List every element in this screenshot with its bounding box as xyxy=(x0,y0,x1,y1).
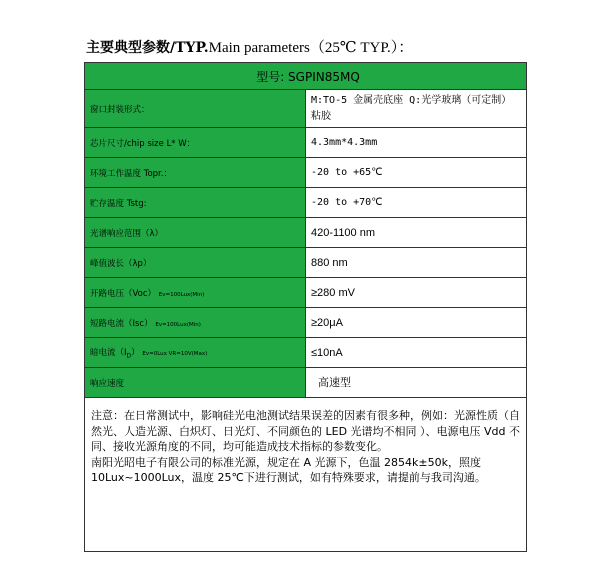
row-value: ≤10nA xyxy=(306,338,527,368)
row-label xyxy=(85,278,306,308)
notes-box xyxy=(84,397,527,552)
row-value: 880 nm xyxy=(306,248,527,278)
row-value: -20 to +65℃ xyxy=(306,158,527,188)
label-condition: Ev=0Lux VR=10V(Max) xyxy=(142,350,208,357)
parameters-table xyxy=(84,62,527,398)
table-row xyxy=(85,308,527,338)
label-main: 短路电流（Isc） xyxy=(90,318,153,329)
table-row xyxy=(85,158,527,188)
row-value: M:TO-5 金属壳底座 Q:光学玻璃（可定制） 粘胶 xyxy=(306,90,527,128)
table-title: 型号: SGPIN85MQ xyxy=(85,63,527,90)
table-row xyxy=(85,90,527,128)
label-main: 暗电流（I xyxy=(90,347,127,358)
label-close: ） xyxy=(131,347,140,358)
row-label: 光谱响应范围（λ） xyxy=(85,218,306,248)
row-label: 环境工作温度 Topr.： xyxy=(85,158,306,188)
row-label xyxy=(85,308,306,338)
table-row xyxy=(85,248,527,278)
label-condition: Ev=100Lux(Min) xyxy=(155,321,201,328)
heading-rest: Main parameters（25℃ TYP.）： xyxy=(208,40,414,56)
table-row xyxy=(85,338,527,368)
heading-bold: 主要典型参数/TYP. xyxy=(86,40,209,56)
row-label: 芯片尺寸/chip size L* W： xyxy=(85,128,306,158)
row-value: 高速型 xyxy=(306,368,527,398)
row-value: 420-1100 nm xyxy=(306,218,527,248)
section-heading xyxy=(86,36,413,57)
row-value: ≥20μA xyxy=(306,308,527,338)
row-label: 窗口封装形式： xyxy=(85,90,306,128)
row-value: ≥280 mV xyxy=(306,278,527,308)
row-label: 响应速度 xyxy=(85,368,306,398)
row-value: -20 to +70℃ xyxy=(306,188,527,218)
table-row xyxy=(85,278,527,308)
label-subscript: D xyxy=(126,352,132,360)
table-row xyxy=(85,128,527,158)
label-main: 开路电压（Voc） xyxy=(90,288,157,299)
row-label: 贮存温度 Tstg: xyxy=(85,188,306,218)
note-paragraph: 南阳光昭电子有限公司的标准光源，规定在 A 光源下，色温 2854k±50k，照度 10Lux~1000Lux，温度 25℃下进行测试，如有特殊要求，请提前与我司沟通。 xyxy=(91,455,486,484)
table-row xyxy=(85,368,527,398)
row-label xyxy=(85,338,306,368)
table-row xyxy=(85,218,527,248)
table-row xyxy=(85,188,527,218)
label-condition: Ev=100Lux(Min) xyxy=(158,291,205,298)
row-label: 峰值波长（λp） xyxy=(85,248,306,278)
row-value: 4.3mm*4.3mm xyxy=(306,128,527,158)
note-paragraph: 注意：在日常测试中，影响硅光电池测试结果误差的因素有很多种，例如：光源性质（自然光、人造光源、白炽灯、日光灯、不同颜色的 LED 光谱均不相同 ）、电源电压 Vdd 不同、接收光源角度的不同，均可能造成技术指标的参数变化。 xyxy=(91,409,521,453)
